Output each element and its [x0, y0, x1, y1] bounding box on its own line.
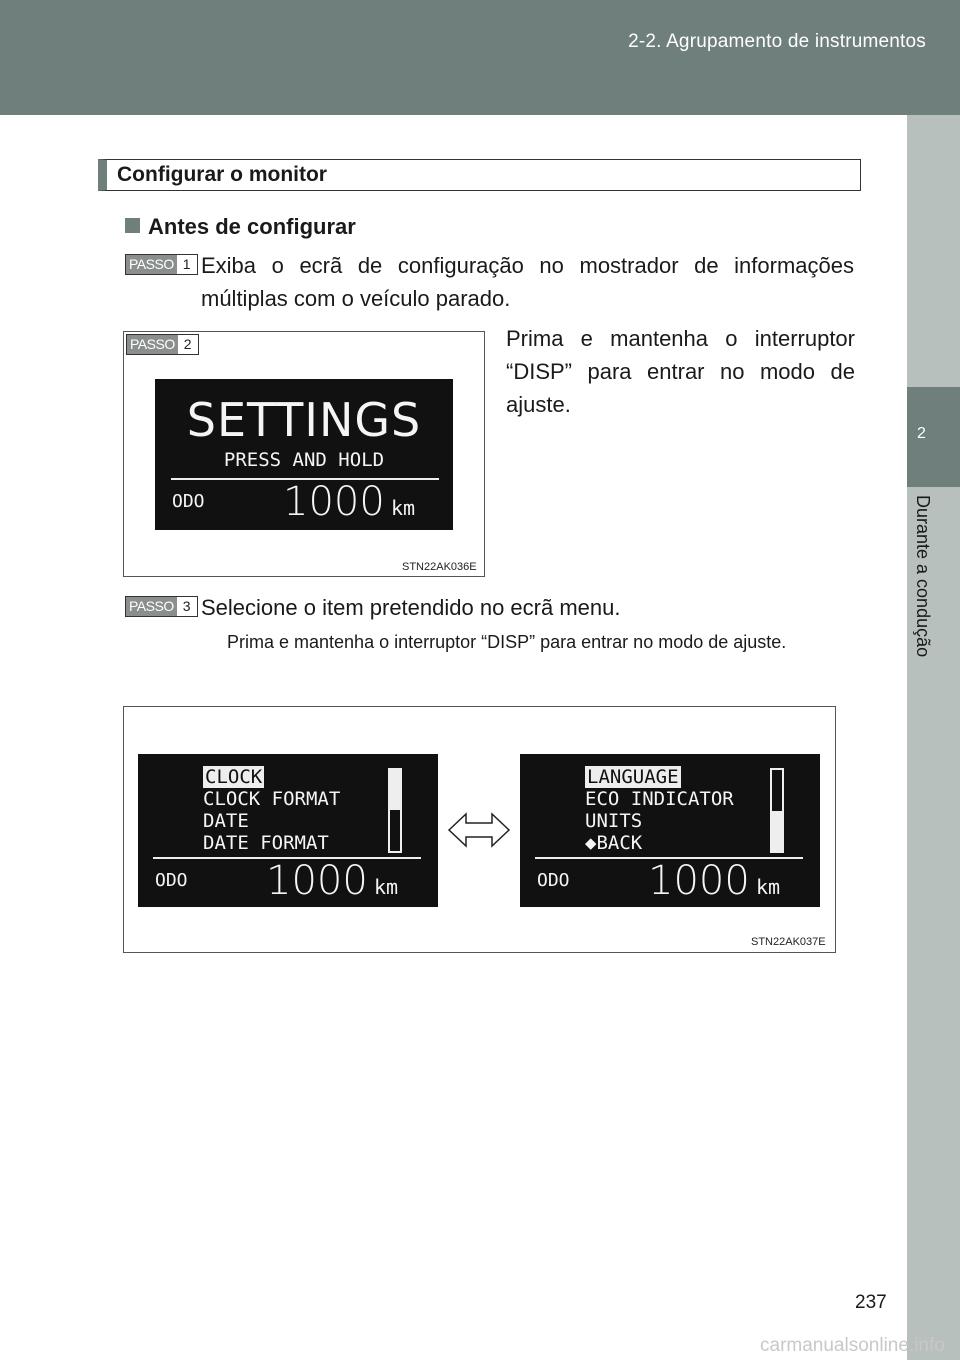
odo-unit: km — [756, 875, 781, 899]
menu-list — [585, 766, 734, 854]
odo-value: 1000 — [283, 479, 385, 525]
odo-label: ODO — [155, 870, 188, 891]
step-3-note: Prima e mantenha o interruptor “DISP” para entrar no modo de ajuste. — [227, 632, 787, 652]
menu-item-selected: CLOCK — [205, 766, 263, 788]
figure-settings — [123, 331, 485, 577]
section-heading: Configurar o monitor — [98, 159, 861, 191]
odo-value: 1000 — [266, 858, 368, 904]
subsection-heading — [125, 214, 356, 240]
lcd-menu-page-2 — [520, 754, 820, 907]
step-badge-1 — [125, 254, 198, 275]
figure-code: STN22AK037E — [751, 936, 826, 948]
step-badge-3 — [125, 596, 198, 617]
odo-unit: km — [391, 496, 416, 520]
page-number: 237 — [855, 1292, 887, 1313]
odo-label: ODO — [172, 491, 205, 512]
arrow-left-icon: ◆ — [585, 832, 597, 854]
watermark: carmanualsonline.info — [760, 1335, 945, 1356]
header-bar — [0, 0, 960, 115]
odo-unit: km — [374, 875, 399, 899]
step-1-text: Exiba o ecrã de configuração no mostrador de informações múltiplas com o veículo parado. — [201, 253, 854, 311]
figure-code: STN22AK036E — [402, 561, 477, 573]
lcd-menu-page-1 — [138, 754, 438, 907]
scrollbar-thumb — [390, 770, 400, 810]
square-bullet-icon — [125, 218, 140, 233]
step-number: 2 — [178, 335, 198, 354]
chapter-title: 2-2. Agrupamento de instrumentos — [628, 31, 926, 52]
settings-title: SETTINGS — [186, 393, 422, 447]
step-word: PASSO — [127, 335, 178, 354]
step-word: PASSO — [126, 255, 177, 274]
menu-item: UNITS — [585, 810, 643, 832]
menu-item: CLOCK FORMAT — [203, 788, 341, 810]
menu-item: ECO INDICATOR — [585, 788, 734, 810]
menu-item-back — [585, 832, 734, 854]
step-number: 1 — [177, 255, 197, 274]
figure-menu-screens — [123, 706, 836, 953]
lcd-settings-screen — [155, 379, 453, 530]
settings-subtitle: PRESS AND HOLD — [223, 449, 385, 471]
side-tab-number: 2 — [917, 425, 926, 442]
menu-list — [203, 766, 340, 854]
side-tab-label: Durante a condução — [913, 495, 933, 658]
step-number: 3 — [177, 597, 197, 616]
side-tab-upper — [907, 115, 960, 387]
menu-item: DATE — [203, 810, 249, 832]
subsection-title: Antes de configurar — [148, 214, 356, 239]
menu-item: DATE FORMAT — [203, 832, 329, 854]
menu-scrollbar — [388, 768, 402, 853]
odo-label: ODO — [537, 870, 570, 891]
back-label: BACK — [596, 832, 643, 854]
step-3-text: Selecione o item pretendido no ecrã menu. — [201, 595, 621, 620]
step-badge-2 — [126, 334, 199, 355]
odo-value: 1000 — [648, 858, 750, 904]
scrollbar-thumb — [772, 811, 782, 851]
menu-scrollbar — [770, 768, 784, 853]
step-2-text: Prima e mantenha o interruptor “DISP” para entrar no modo de ajuste. — [506, 326, 855, 417]
double-arrow-icon — [446, 810, 512, 850]
step-word: PASSO — [126, 597, 177, 616]
menu-item-selected: LANGUAGE — [587, 766, 679, 788]
